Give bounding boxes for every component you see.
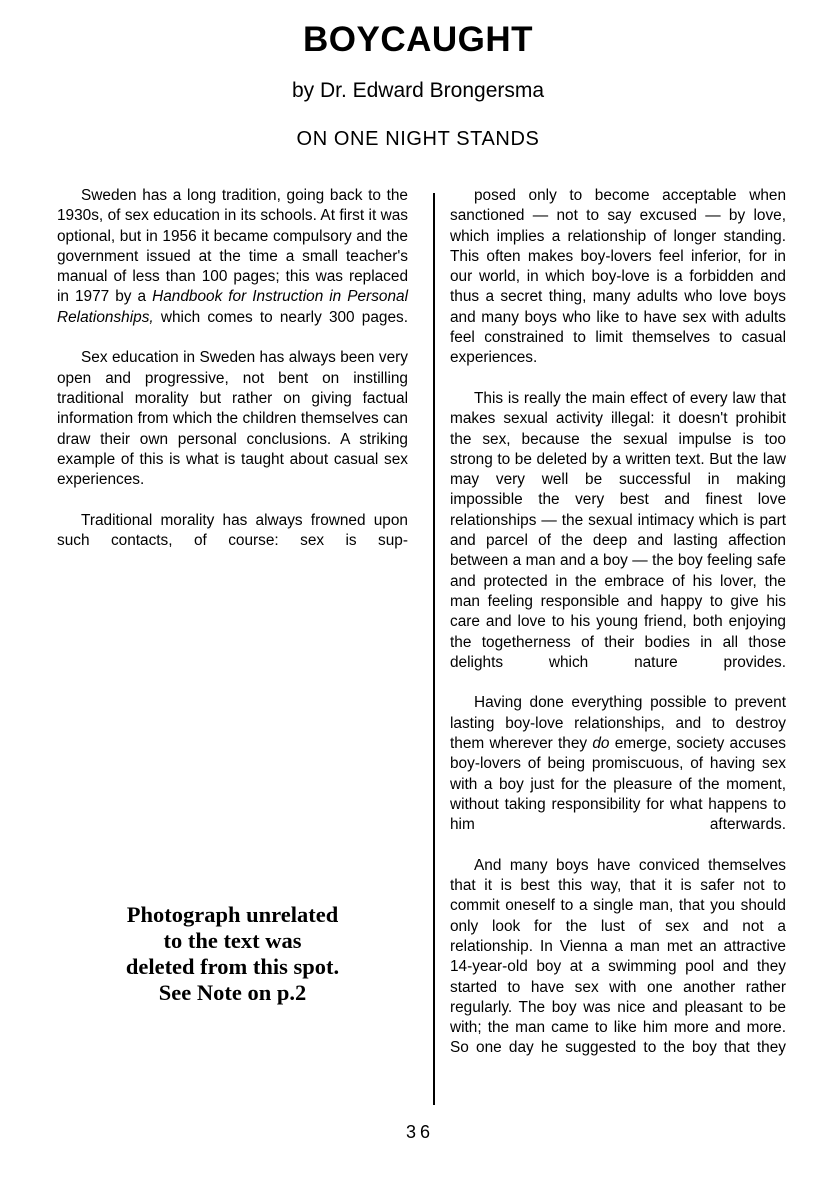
photo-removed-note: [57, 902, 408, 1006]
author-byline: by Dr. Edward Brongersma: [291, 78, 545, 102]
paragraph: Having done everything possible to prevent lasting boy-love relationships, and to destroy them wherever they do emerge, society accuses boy-lovers of being promiscuous, of having sex with a boy just for the pleasure of the moment, without taking responsibility for what happens to him afterwards.: [450, 694, 786, 834]
photo-note-line: Photograph unrelated: [126, 902, 339, 927]
emphasis-text: Handbook for Instruction in Personal Relationships,: [57, 288, 408, 326]
photo-note-line: to the text was: [163, 928, 302, 953]
paragraph: Traditional morality has always frowned upon such contacts, of course: sex is sup-: [57, 511, 408, 550]
paragraph: This is really the main effect of every law that makes sexual activity illegal: it doesn't prohibit the sex, because the sexual impulse is too strong to be deleted by a written text. But the law may very well be successful in making impossible the very best and finest love relationships — the sexual intimacy which is part and parcel of the deep and lasting affection between a man and a boy — the boy feeling safe and protected in the embrace of his lover, the man feeling responsible and happy to give his care and love to his young friend, both enjoying the togetherness of their bodies in all those delights which nature provides.: [450, 389, 786, 671]
text-column-left: [57, 186, 408, 572]
text-column-right: [450, 186, 786, 1079]
photo-note-line: See Note on p.2: [158, 980, 307, 1005]
photo-note-line: deleted from this spot.: [125, 954, 340, 979]
emphasis-text: do: [592, 735, 610, 753]
page-number: 36: [405, 1122, 435, 1142]
paragraph: Sex education in Sweden has always been very open and progressive, not bent on instilling traditional morality but rather on giving factual information from which the children themselves can draw their own personal conclusions. A striking example of this is what is taught about casual sex experiences.: [57, 349, 408, 489]
section-heading: ON ONE NIGHT STANDS: [296, 127, 540, 150]
page-masthead: [0, 0, 836, 150]
paragraph: Sweden has a long tradition, going back to the 1930s, of sex education in its schools. At first it was optional, but in 1956 it became compulsory and the government issued at the time a small teacher's manual of less than 100 pages; this was replaced in 1977 by a Handbook for Instruction in Personal Relationships, which comes to nearly 300 pages.: [57, 187, 408, 326]
paragraph: posed only to become acceptable when sanctioned — not to say excused — by love, which implies a relationship of longer standing. This often makes boy-lovers feel inferior, for in our world, in which boy-love is a forbidden and thus a secret thing, many adults who love boys and many boys who like to have sex with adults feel constrained to limit themselves to casual experiences.: [450, 187, 786, 367]
paragraph: And many boys have conviced themselves that it is best this way, that it is safer not to commit oneself to a single man, that you should only look for the lust of sex and not a relationship. In Vienna a man met an attractive 14-year-old boy at a swimming pool and they started to have sex with one another rather regularly. The boy was nice and pleasant to be with; the man came to like him more and more. So one day he suggested to the boy that they: [450, 856, 786, 1057]
page-title: BOYCAUGHT: [302, 20, 534, 59]
column-divider-rule: [433, 193, 435, 1105]
